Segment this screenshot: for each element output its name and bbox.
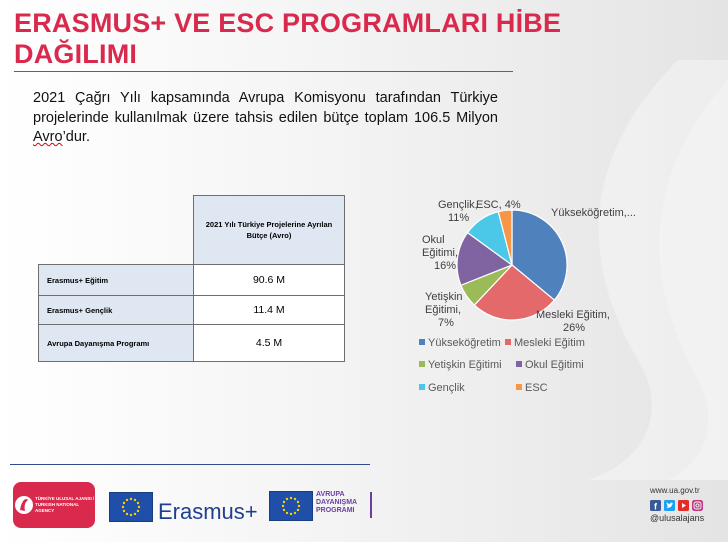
legend-item: [516, 359, 584, 371]
table-corner: [39, 196, 194, 265]
legend-swatch: [419, 339, 425, 345]
legend-label: Mesleki Eğitim: [514, 337, 585, 349]
row-value: 90.6 M: [194, 265, 345, 296]
pie-slice-label: Okul Eğitimi, 16%: [422, 234, 459, 272]
legend-swatch: [419, 384, 425, 390]
table-row: [39, 265, 345, 296]
legend-label: Yetişkin Eğitimi: [428, 359, 502, 371]
intro-text-end: ’dur.: [62, 129, 90, 145]
title-underline: [14, 71, 513, 72]
ads-logo-text: AVRUPA DAYANIŞMA PROGRAMI: [316, 491, 357, 514]
legend-label: ESC: [525, 382, 548, 394]
row-label: Avrupa Dayanışma Programı: [39, 325, 194, 362]
social-handle[interactable]: @ulusalajans: [650, 513, 705, 523]
legend-item: [419, 337, 501, 349]
intro-squiggle-word: Avro: [33, 129, 63, 145]
legend-item: [505, 337, 585, 349]
ua-logo-text: TÜRKİYE ULUSAL AJANSI / TURKISH NATIONAL AGENCY: [35, 496, 95, 513]
facebook-icon[interactable]: [650, 500, 661, 511]
twitter-icon[interactable]: [664, 500, 675, 511]
pie-slice-label: ESC, 4%: [476, 199, 521, 211]
ads-logo-bar: [370, 492, 372, 518]
eu-flag-icon: [269, 491, 313, 521]
table-row: [39, 296, 345, 325]
intro-text: 2021 Çağrı Yılı kapsamında Avrupa Komisyonu tarafından Türkiye projelerinde kullanılmak üzere tahsis edilen bütçe toplam 106.5 Milyon: [33, 90, 498, 126]
footer-divider: [10, 464, 370, 465]
instagram-icon[interactable]: [692, 500, 703, 511]
row-value: 11.4 M: [194, 296, 345, 325]
footer: [0, 470, 728, 542]
legend-label: Yükseköğretim: [428, 337, 501, 349]
legend-label: Gençlik: [428, 382, 465, 394]
pie-slice-label: Mesleki Eğitim, 26%: [536, 309, 610, 334]
pie-slice-label: Yükseköğretim,...: [551, 207, 636, 219]
row-label: Erasmus+ Gençlik: [39, 296, 194, 325]
legend-swatch: [419, 361, 425, 367]
legend-label: Okul Eğitimi: [525, 359, 584, 371]
website-link[interactable]: www.ua.gov.tr: [650, 486, 700, 495]
svg-text:f: f: [654, 501, 657, 511]
legend-swatch: [516, 361, 522, 367]
title-line-1: ERASMUS+ VE ESC PROGRAMLARI HİBE: [14, 8, 562, 38]
legend-swatch: [505, 339, 511, 345]
row-label: Erasmus+ Eğitim: [39, 265, 194, 296]
eu-flag-icon: [109, 492, 153, 522]
pie-slice-label: Gençlik, 11%: [438, 199, 478, 224]
legend-item: [419, 359, 502, 371]
pie-slice-label: Yetişkin Eğitimi, 7%: [425, 291, 463, 329]
budget-table: [38, 195, 345, 362]
pie-chart: [405, 192, 728, 407]
title-line-2: DAĞILIMI: [14, 39, 138, 69]
table-header: 2021 Yılı Türkiye Projelerine Ayrılan Bütçe (Avro): [194, 196, 345, 265]
table-row: [39, 325, 345, 362]
intro-paragraph: [33, 89, 498, 148]
legend-item: [516, 382, 548, 394]
erasmus-plus-logo: Erasmus+: [158, 499, 258, 524]
youtube-icon[interactable]: [678, 500, 689, 511]
legend-item: [419, 382, 465, 394]
row-value: 4.5 M: [194, 325, 345, 362]
page-title: [14, 8, 654, 70]
legend-swatch: [516, 384, 522, 390]
